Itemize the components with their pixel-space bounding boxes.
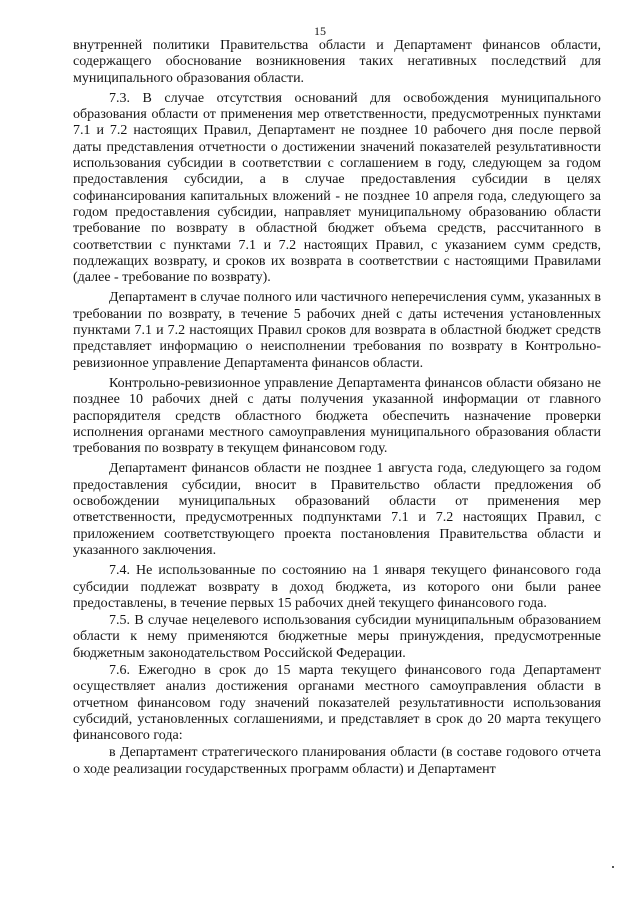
page-number: 15 — [314, 24, 326, 38]
paragraph-strategic-planning: в Департамент стратегического планирования области (в составе годового отчета о ходе реализации государственных программ области) и Департамент — [73, 745, 601, 777]
paragraph-control-audit: Контрольно-ревизионное управление Департамента финансов области обязано не позднее 10 рабочих дней с даты получения указанной информации от главного распорядителя средств областного бюджета обеспечить назначение проверки исполнения органами местного самоуправления муниципального образования области требования по возврату в текущем финансовом году. — [73, 375, 601, 457]
paragraph-department-nonpayment: Департамент в случае полного или частичного неперечисления сумм, указанных в требовании по возврату, в течение 5 рабочих дней с даты истечения установленных пунктами 7.1 и 7.2 настоящих Правил сроков для возврата в областной бюджет средств представляет информацию о неисполнении требования по возврату в Контрольно-ревизионное управление Департамента финансов области. — [73, 290, 601, 371]
paragraph-7-5: 7.5. В случае нецелевого использования субсидии муниципальным образованием области к нему применяются бюджетные меры принуждения, предусмотренные бюджетным законодательством Российской Федерации. — [73, 613, 601, 661]
document-body — [73, 38, 601, 779]
paragraph-7-3: 7.3. В случае отсутствия оснований для освобождения муниципального образования области от применения мер ответственности, предусмотренных пунктами 7.1 и 7.2 настоящих Правил, Департамент не позднее 10 рабочего дня после первой даты представления отчетности о достижении значений показателей результативности использования субсидии в соответствии с соглашением в году, следующем за годом предоставления субсидии, а в случае предоставления субсидии в целях софинансирования капитальных вложений - не позднее 10 апреля года, следующего за годом предоставления субсидии, направляет муниципальному образованию области требование по возврату в областной бюджет объема средств, рассчитанного в соответствии с пунктами 7.1 и 7.2 настоящих Правил, с указанием сумм средств, подлежащих возврату, и сроков их возврата в соответствии с настоящими Правилами (далее - требование по возврату). — [73, 90, 601, 286]
scan-speck — [612, 866, 614, 868]
paragraph-7-4: 7.4. Не использованные по состоянию на 1 января текущего финансового года субсидии подлежат возврату в доход бюджета, из которого они были ранее предоставлены, в течение первых 15 рабочих дней текущего финансового года. — [73, 563, 601, 611]
paragraph-finance-proposals: Департамент финансов области не позднее 1 августа года, следующего за годом предоставления субсидии, вносит в Правительство области предложения об освобождении муниципальных образований области от применения мер ответственности, предусмотренных подпунктами 7.1 и 7.2 настоящих Правил, с приложением соответствующего проекта постановления Правительства области и указанного заключения. — [73, 461, 601, 558]
paragraph-7-6: 7.6. Ежегодно в срок до 15 марта текущего финансового года Департамент осуществляет анализ достижения органами местного самоуправления области в отчетном финансовом году значений показателей результативности использования субсидий, установленных соглашениями, и представляет в срок до 20 марта текущего финансового года: — [73, 662, 601, 744]
paragraph-continuation: внутренней политики Правительства области и Департамент финансов области, содержащего обоснование возникновения таких негативных последствий для муниципального образования области. — [73, 38, 601, 86]
